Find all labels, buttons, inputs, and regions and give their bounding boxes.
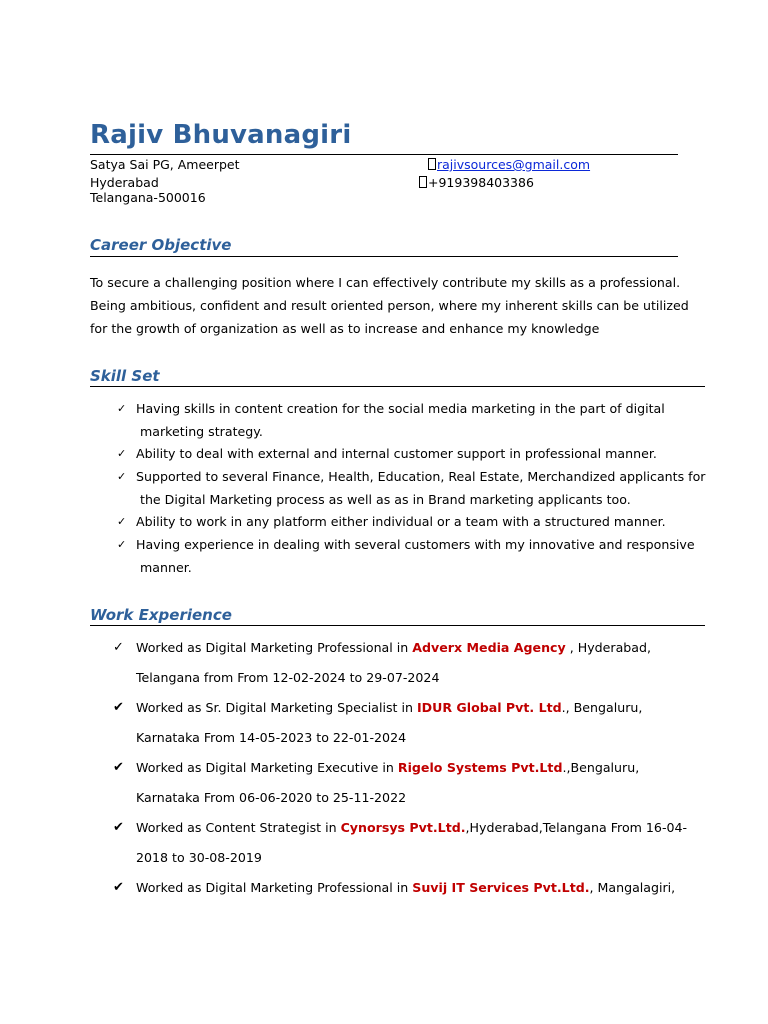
check-icon: ✔ xyxy=(113,760,124,775)
check-icon: ✓ xyxy=(117,515,127,528)
company-name: Rigelo Systems Pvt.Ltd xyxy=(397,760,563,775)
phone-contact xyxy=(419,175,534,191)
skill-item: ✓ Having skills in content creation for the social media marketing in the part of digital marketing strategy. xyxy=(117,398,717,443)
work-divider xyxy=(90,625,705,626)
company-name: Cynorsys Pvt.Ltd. xyxy=(340,820,466,835)
check-icon: ✓ xyxy=(117,447,127,460)
phone-icon xyxy=(419,176,427,188)
company-name: IDUR Global Pvt. Ltd xyxy=(416,700,562,715)
address-line: Satya Sai PG, Ameerpet xyxy=(90,157,240,172)
skill-item: ✓ Supported to several Finance, Health, Education, Real Estate, Merchandized applicants for the Digital Marketing process as well as as in Brand marketing applicants too. xyxy=(117,466,717,511)
company-name: Suvij IT Services Pvt.Ltd. xyxy=(412,880,590,895)
skill-item: ✓ Ability to deal with external and internal customer support in professional manner. xyxy=(117,443,717,466)
address-line: Hyderabad xyxy=(90,175,159,190)
check-icon: ✔ xyxy=(113,700,124,715)
work-item: ✔ Worked as Content Strategist in Cynorsys Pvt.Ltd.,Hyderabad,Telangana From 16-04- 2018 to 30-08-2019 xyxy=(113,813,713,873)
career-line: Being ambitious, confident and result oriented person, where my inherent skills can be utilized xyxy=(90,298,689,313)
check-icon: ✔ xyxy=(113,820,124,835)
skill-item: ✓ Having experience in dealing with several customers with my innovative and responsive manner. xyxy=(117,534,717,579)
work-experience-heading: Work Experience xyxy=(90,606,232,624)
address-line: Telangana-500016 xyxy=(90,190,206,205)
check-icon: ✓ xyxy=(117,538,127,551)
email-contact xyxy=(428,157,590,173)
work-item: ✔ Worked as Sr. Digital Marketing Specialist in IDUR Global Pvt. Ltd., Bengaluru, Karnataka From 14-05-2023 to 22-01-2024 xyxy=(113,693,713,753)
work-item: ✓ Worked as Digital Marketing Professional in Adverx Media Agency , Hyderabad, Telangana from From 12-02-2024 to 29-07-2024 xyxy=(113,633,713,693)
company-name: Adverx Media Agency xyxy=(412,640,566,655)
skills-divider xyxy=(90,386,705,387)
career-objective-text xyxy=(90,271,705,340)
check-icon: ✓ xyxy=(113,640,124,655)
email-link[interactable]: rajivsources@gmail.com xyxy=(437,157,591,172)
header-divider xyxy=(90,154,678,155)
check-icon: ✓ xyxy=(117,470,127,483)
candidate-name: Rajiv Bhuvanagiri xyxy=(90,120,352,150)
skill-set-heading: Skill Set xyxy=(90,367,160,385)
career-divider xyxy=(90,256,678,257)
email-icon xyxy=(428,158,436,170)
check-icon: ✔ xyxy=(113,880,124,895)
work-item: ✔ Worked as Digital Marketing Professional in Suvij IT Services Pvt.Ltd., Mangalagiri, xyxy=(113,873,713,903)
check-icon: ✓ xyxy=(117,402,127,415)
work-item: ✔ Worked as Digital Marketing Executive in Rigelo Systems Pvt.Ltd.,Bengaluru, Karnataka From 06-06-2020 to 25-11-2022 xyxy=(113,753,713,813)
career-line: To secure a challenging position where I can effectively contribute my skills as a professional. xyxy=(90,275,681,290)
career-line: for the growth of organization as well as to increase and enhance my knowledge xyxy=(90,321,600,336)
phone-number: +919398403386 xyxy=(428,175,534,190)
career-objective-heading: Career Objective xyxy=(90,236,232,254)
skill-item: ✓ Ability to work in any platform either individual or a team with a structured manner. xyxy=(117,511,717,534)
